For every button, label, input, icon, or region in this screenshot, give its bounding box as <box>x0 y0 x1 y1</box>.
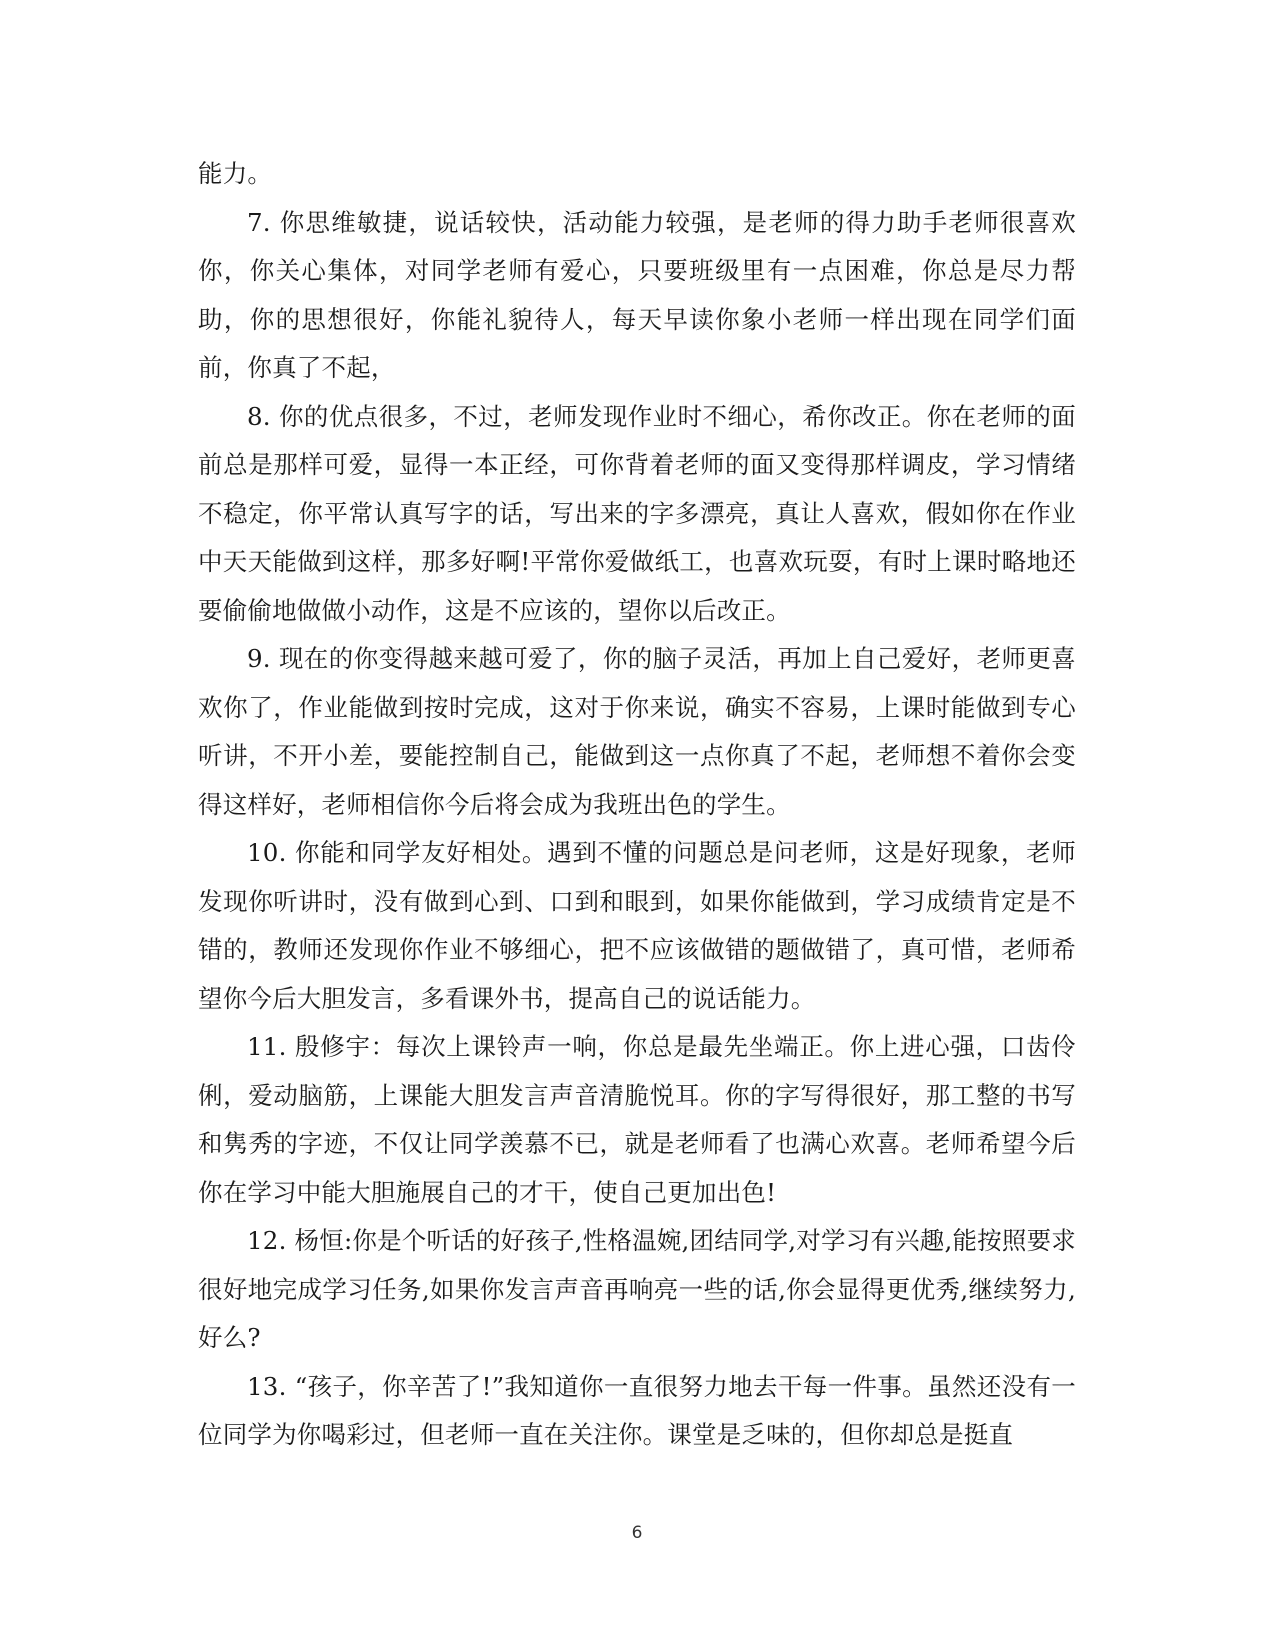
paragraph-continuation: 能力。 <box>198 159 273 188</box>
document-body <box>198 150 1076 1460</box>
paragraph-item-8: 8. 你的优点很多，不过，老师发现作业时不细心，希你改正。你在老师的面前总是那样可爱，显得一本正经，可你背着老师的面又变得那样调皮，学习情绪不稳定，你平常认真写字的话，写出来的字多漂亮，真让人喜欢，假如你在作业中天天能做到这样，那多好啊!平常你爱做纸工，也喜欢玩耍，有时上课时略地还要偷偷地做做小动作，这是不应该的，望你以后改正。 <box>198 401 1076 625</box>
page-number: 6 <box>631 1523 643 1543</box>
paragraph-item-13: 13. “孩子，你辛苦了!”我知道你一直很努力地去干每一件事。虽然还没有一位同学为你喝彩过，但老师一直在关注你。课堂是乏味的，但你却总是挺直 <box>198 1371 1076 1449</box>
paragraph-item-12: 12. 杨恒:你是个听话的好孩子,性格温婉,团结同学,对学习有兴趣,能按照要求很好地完成学习任务,如果你发言声音再响亮一些的话,你会显得更优秀,继续努力,好么? <box>198 1226 1076 1352</box>
paragraph-item-11: 11. 殷修宇：每次上课铃声一响，你总是最先坐端正。你上进心强，口齿伶俐，爱动脑筋，上课能大胆发言声音清脆悦耳。你的字写得很好，那工整的书写和隽秀的字迹，不仅让同学羡慕不已，就是老师看了也满心欢喜。老师希望今后你在学习中能大胆施展自己的才干，使自己更加出色! <box>198 1032 1076 1207</box>
paragraph-item-9: 9. 现在的你变得越来越可爱了，你的脑子灵活，再加上自己爱好，老师更喜欢你了，作业能做到按时完成，这对于你来说，确实不容易，上课时能做到专心听讲，不开小差，要能控制自己，能做到这一点你真了不起，老师想不着你会变得这样好，老师相信你今后将会成为我班出色的学生。 <box>198 644 1076 819</box>
paragraph-item-10: 10. 你能和同学友好相处。遇到不懂的问题总是问老师，这是好现象，老师发现你听讲时，没有做到心到、口到和眼到，如果你能做到，学习成绩肯定是不错的，教师还发现你作业不够细心，把不应该做错的题做错了，真可惜，老师希望你今后大胆发言，多看课外书，提高自己的说话能力。 <box>198 838 1076 1013</box>
paragraph-item-7: 7. 你思维敏捷，说话较快，活动能力较强，是老师的得力助手老师很喜欢你，你关心集体，对同学老师有爱心，只要班级里有一点困难，你总是尽力帮助，你的思想很好，你能礼貌待人，每天早读你象小老师一样出现在同学们面前，你真了不起， <box>198 207 1076 382</box>
